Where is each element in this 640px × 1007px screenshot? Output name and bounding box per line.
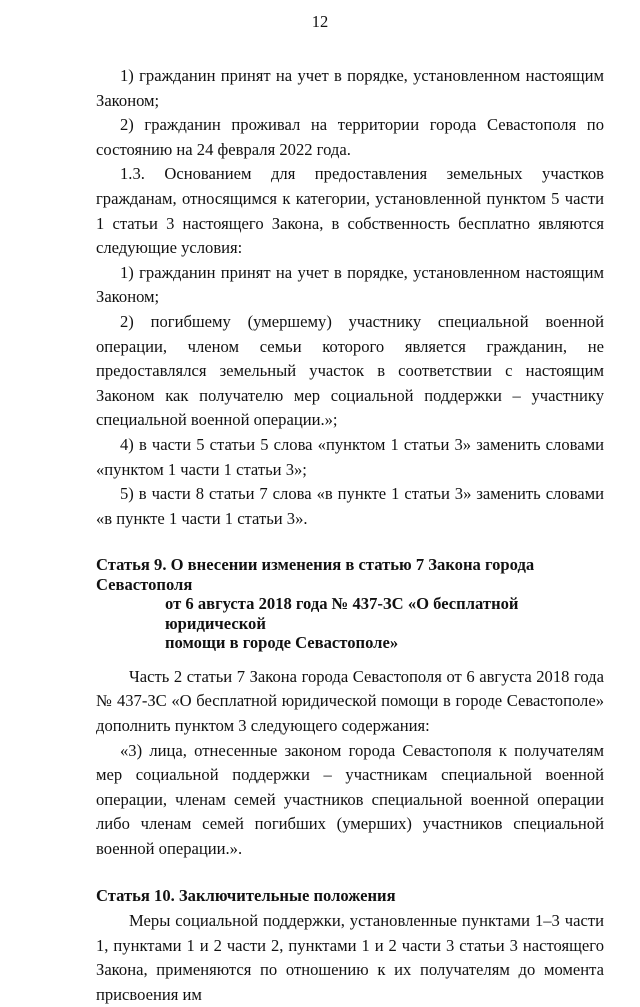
article-9-heading xyxy=(96,555,604,653)
document-body xyxy=(96,64,604,1007)
paragraph-condition-2: 2) погибшему (умершему) участнику специальной военной операции, членом семьи которого является гражданин, не предоставлялся земельный участок в соответствии с настоящим Законом как получателю мер социальной поддержки – участнику специальной военной операции.»; xyxy=(96,311,604,430)
paragraph-amend-4: 4) в части 5 статьи 5 слова «пунктом 1 статьи 3» заменить словами «пунктом 1 части 1 статьи 3»; xyxy=(96,434,604,479)
paragraph-1-3: 1.3. Основанием для предоставления земельных участков гражданам, относящимся к категории, установленной пунктом 5 части 1 статьи 3 настоящего Закона, в собственность бесплатно являются следующие условия: xyxy=(96,164,604,258)
article-9-heading-line-1: Статья 9. О внесении изменения в статью 7 Закона города Севастополя xyxy=(96,555,535,594)
paragraph-item-1: 1) гражданин принят на учет в порядке, установленном настоящим Законом; xyxy=(96,66,604,110)
paragraph-item-2: 2) гражданин проживал на территории города Севастополя по состоянию на 24 февраля 2022 года. xyxy=(96,115,604,159)
article-9-paragraph-2: «3) лица, отнесенные законом города Севастополя к получателям мер социальной поддержки – участникам специальной военной операции, членам семей участников специальной военной операции либо членам семей погибших (умерших) участников специальной военной операции.». xyxy=(96,740,604,858)
paragraph-amend-5: 5) в части 8 статьи 7 слова «в пункте 1 статьи 3» заменить словами «в пункте 1 части 1 статьи 3». xyxy=(96,484,604,528)
paragraph-condition-1: 1) гражданин принят на учет в порядке, установленном настоящим Законом; xyxy=(96,262,604,307)
article-9-paragraph-1: Часть 2 статьи 7 Закона города Севастополя от 6 августа 2018 года № 437-ЗС «О бесплатной юридической помощи в городе Севастополе» дополнить пунктом 3 следующего содержания: xyxy=(96,666,604,735)
article-9-heading-line-2: от 6 августа 2018 года № 437-ЗС «О бесплатной юридической xyxy=(165,594,519,633)
article-9-heading-line-3: помощи в городе Севастополе» xyxy=(165,633,399,653)
article-10-paragraph-1: Меры социальной поддержки, установленные пунктами 1–3 части 1, пунктами 1 и 2 части 2, пунктами 1 и 2 части 3 статьи 3 настоящего Закона, применяются по отношению к их получателям до момента присвоения им xyxy=(96,911,604,1004)
page-number: 12 xyxy=(311,12,329,31)
article-10-heading: Статья 10. Заключительные положения xyxy=(96,885,396,905)
